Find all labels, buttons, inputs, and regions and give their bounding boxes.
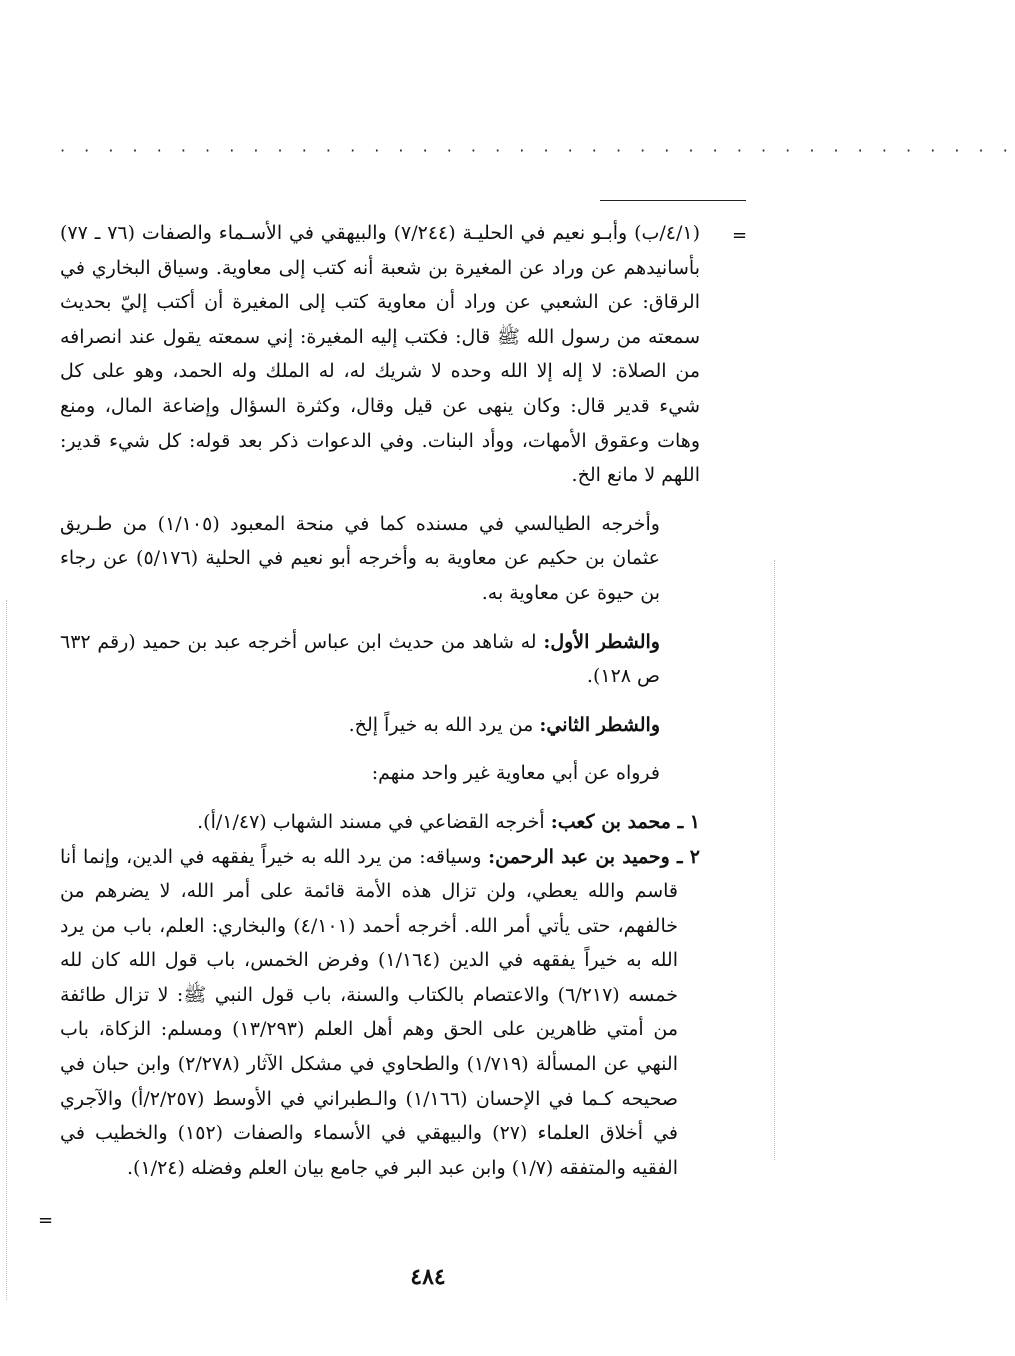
paragraph-sources: (٤/١/ب) وأبـو نعيم في الحليـة (٧/٢٤٤) والبيهقي في الأسـماء والصفات (٧٦ ـ ٧٧) بأسانيدهم عن وراد عن المغيرة بن شعبة أنه كتب إلى معاوية. وسياق البخاري في الرقاق: عن الشعبي عن وراد أن معاوية كتب إلى المغيرة أن أكتب إليّ بحديث سمعته من رسول الله ﷺ قال: فكتب إليه المغيرة: إني سمعته يقول عند انصرافه من الصلاة: لا إله إلا الله وحده لا شريك له، له الملك وله الحمد، وهو على كل شيء قدير قال: وكان ينهى عن قيل وقال، وكثرة السؤال وإضاعة المال، ومنع وهات وعقوق الأمهات، ووأد البنات. وفي الدعوات ذكر بعد قوله: كل شيء قدير: اللهم لا مانع الخ.: [60, 222, 700, 487]
footnote-text: [60, 216, 700, 1185]
end-mark: =: [38, 1210, 54, 1231]
list-item-2: [60, 840, 700, 1186]
paragraph-second-part: [60, 708, 700, 743]
paragraph-tayalisi-text: وأخرجه الطيالسي في مسنده كما في منحة المعبود (١/١٠٥) من طـريق عثمان بن حكيم عن معاوية به وأخرجه أبو نعيم في الحلية (٥/١٧٦) عن رجاء بن حيوة عن معاوية به.: [60, 512, 660, 604]
header-dotted-separator: · · · · · · · · · · · · · · · · · · · · · · · · · · · · · · · · · · · · · · · ·: [60, 141, 1015, 160]
right-margin-dots: [774, 560, 777, 1160]
first-part-label: والشطر الأول:: [543, 630, 660, 653]
second-part-label: والشطر الثاني:: [539, 713, 660, 736]
second-part-text: من يرد الله به خيراً إلخ.: [348, 713, 540, 736]
paragraph-narrators-intro: فرواه عن أبي معاوية غير واحد منهم:: [371, 762, 660, 785]
page-number: ٤٨٤: [410, 1264, 446, 1290]
left-margin-dots: [6, 600, 9, 1300]
first-part-text: له شاهد من حديث ابن عباس أخرجه عبد بن حميد (رقم ٦٣٢ ص ١٢٨).: [60, 630, 660, 688]
paragraph-first-part: [60, 625, 700, 694]
list-item-2-text: وسياقه: من يرد الله به خيراً يفقهه في الدين، وإنما أنا قاسم والله يعطي، ولن تزال هذه الأمة قائمة على أمر الله، لا يضرهم من خالفهم، حتى يأتي أمر الله. أخرجه أحمد (٤/١٠١) والبخاري: العلم، باب من يرد الله به خيراً يفقهه في الدين (١/١٦٤) وفرض الخمس، باب قول الله كان لله خمسه (٦/٢١٧) والاعتصام بالكتاب والسنة، باب قول النبي ﷺ: لا تزال طائفة من أمتي ظاهرين على الحق وهم أهل العلم (١٣/٢٩٣) ومسلم: الزكاة، باب النهي عن المسألة (١/٧١٩) والطحاوي في مشكل الآثار (٢/٢٧٨) وابن حبان في صحيحه كـما في الإحسان (١/١٦٦) والـطبراني في الأوسط (٢/٢٥٧/أ) والآجري في أخلاق العلماء (٢٧) والبيهقي في الأسماء والصفات (١٥٢) والخطيب في الفقيه والمتفقه (١/٧) وابن عبد البر في جامع بيان العلم وفضله (١/٢٤).: [60, 845, 678, 1179]
list-item-1-text: أخرجه القضاعي في مسند الشهاب (١/٤٧/أ).: [197, 810, 551, 833]
list-item-1: [60, 805, 700, 840]
list-item-2-label: ٢ ـ وحميد بن عبد الرحمن:: [488, 845, 700, 868]
footnote-rule: [600, 200, 746, 201]
continuation-mark: =: [732, 225, 748, 246]
paragraph-tayalisi: [60, 507, 700, 611]
list-item-1-label: ١ ـ محمد بن كعب:: [550, 810, 700, 833]
